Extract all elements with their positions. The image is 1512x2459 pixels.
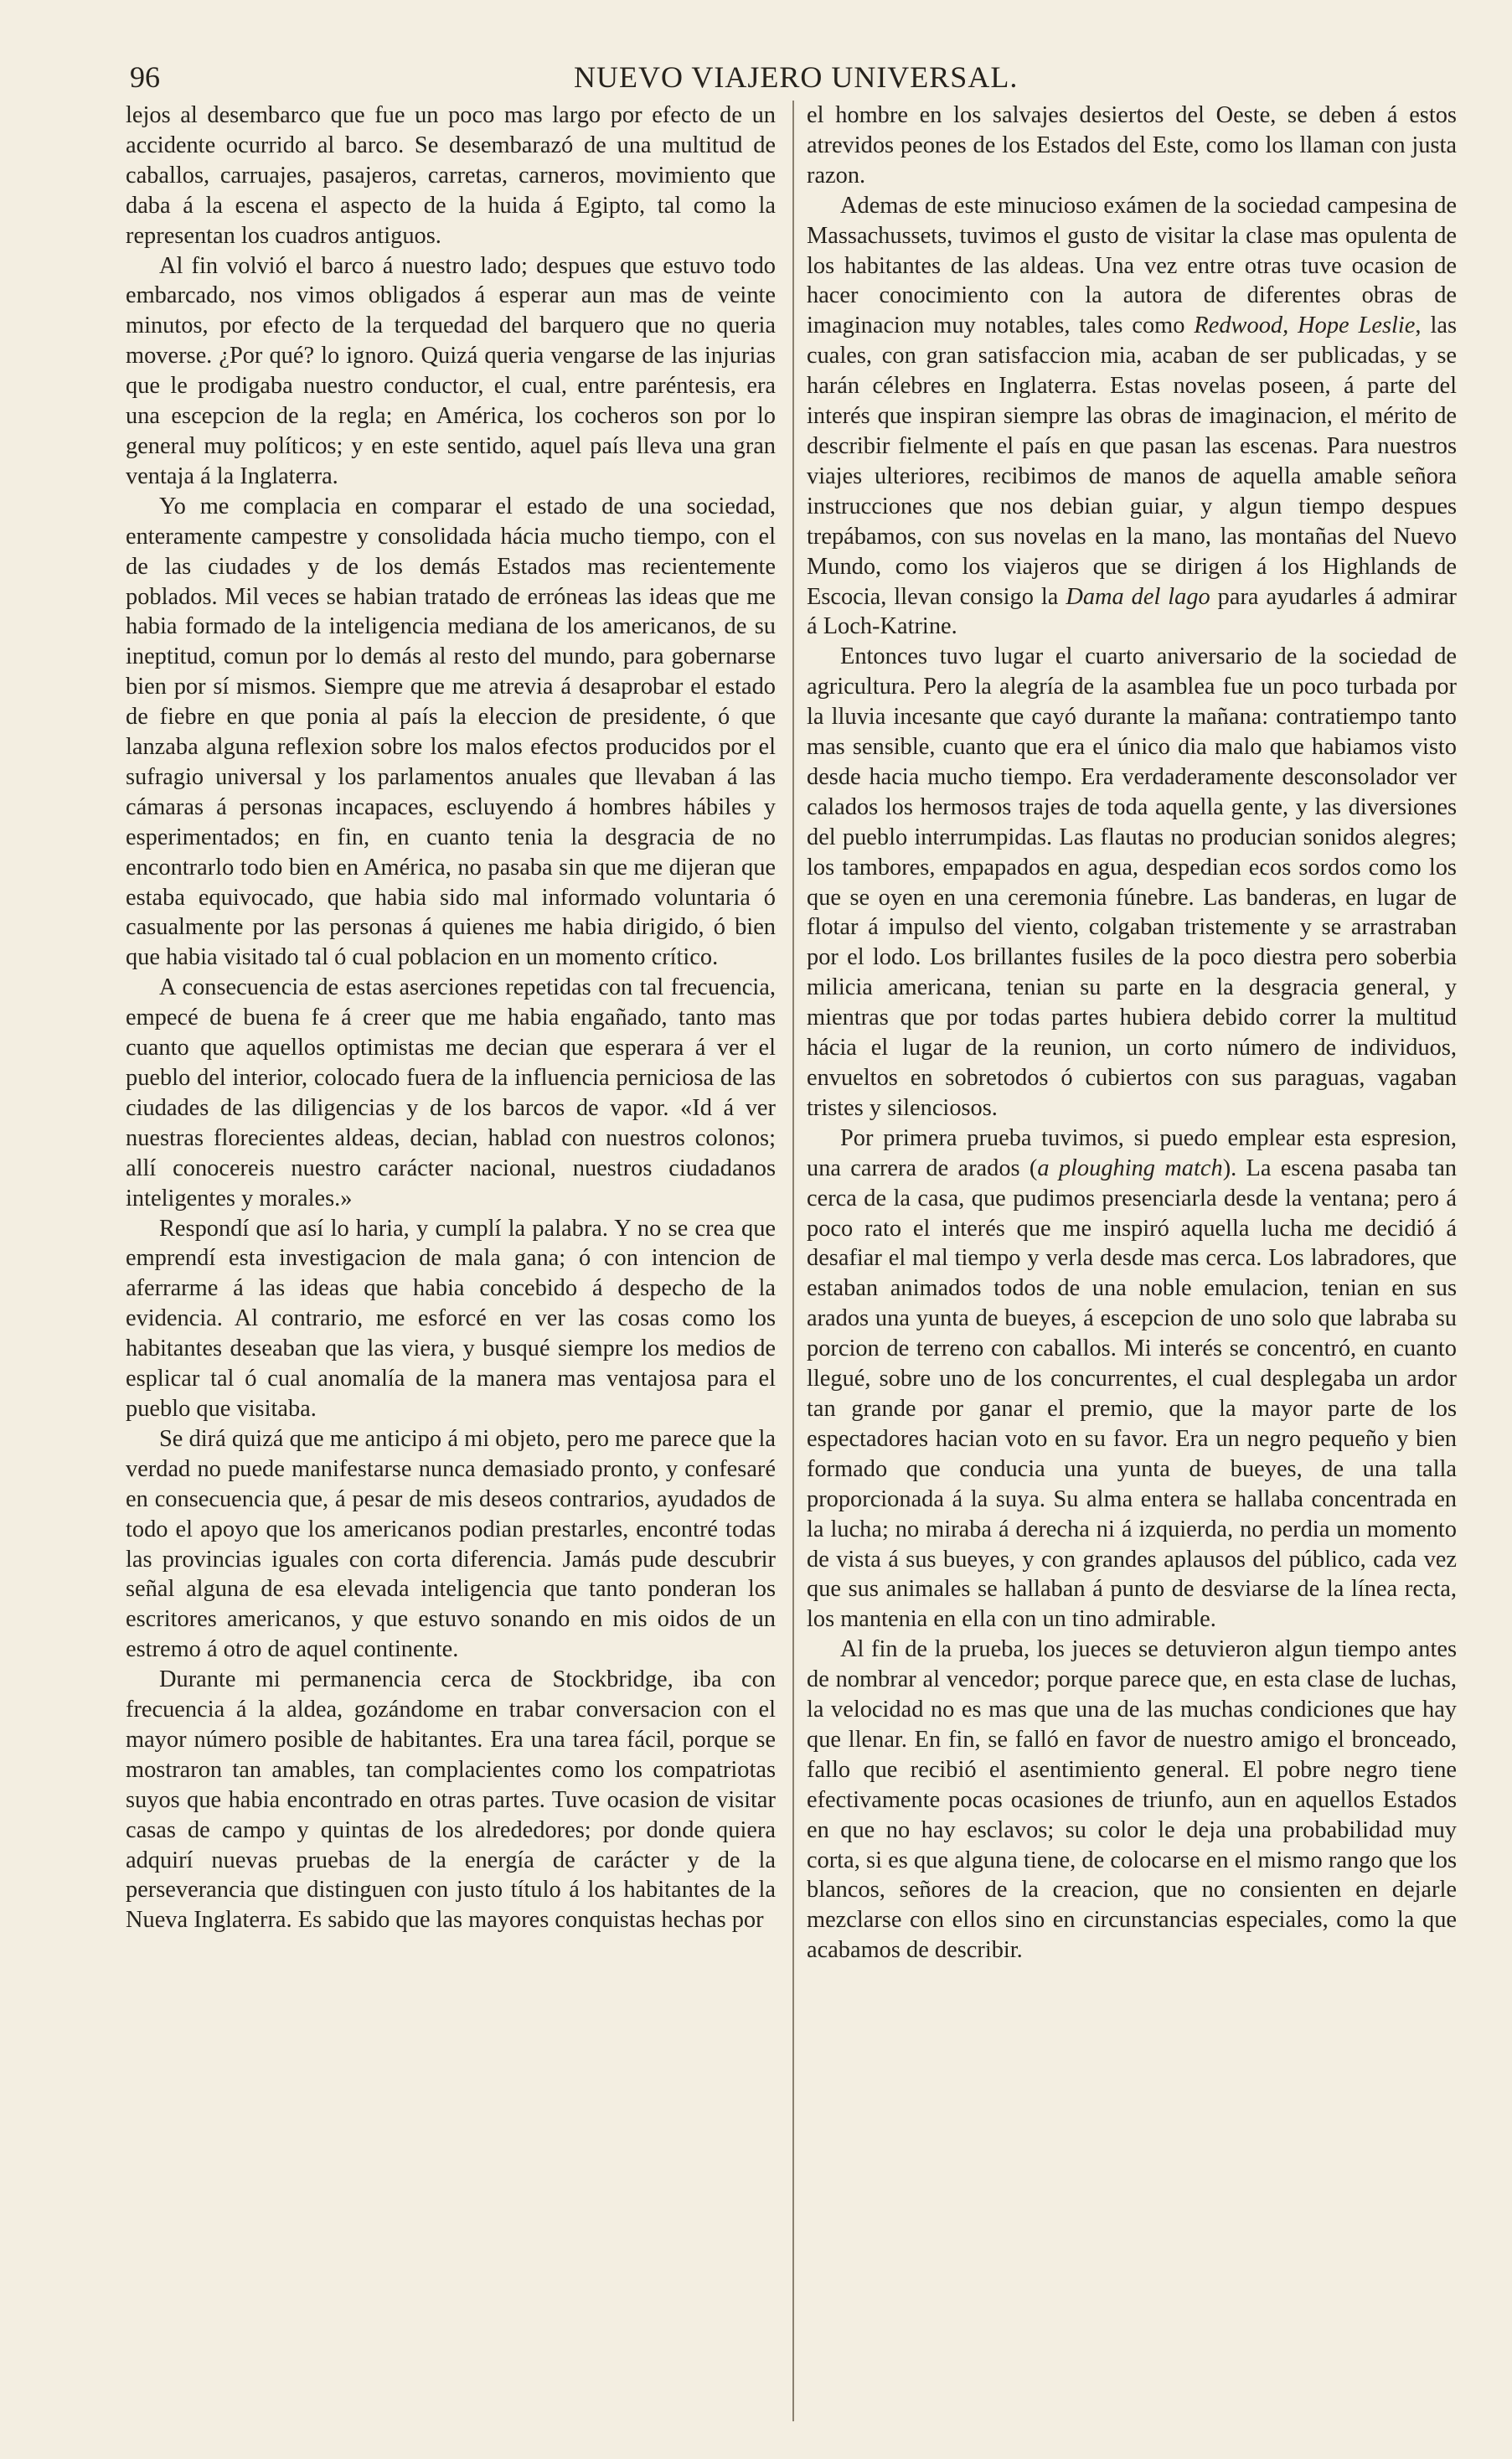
paragraph: Yo me complacia en comparar el estado de una sociedad, enteramente campestre y consolidada hácia mucho tiempo, con el de las ciudades y de los demás Estados mas recientemente poblados. Mil veces se habian tratado de erróneas las ideas que me habia formado de la inteligencia mediana de los americanos, de su ineptitud, comun por lo demás al resto del mundo, para gobernarse bien por sí mismos. Siempre que me atrevia á desaprobar el estado de fiebre en que ponia al país la eleccion de presidente, ó que lanzaba alguna reflexion sobre los malos efectos producidos por el sufragio universal y los parlamentos anuales que llevaban á las cámaras á personas incapaces, escluyendo á hombres hábiles y esperimentados; en fin, en cuanto tenia la desgracia de no encontrarlo todo bien en América, no pasaba sin que me dijeran que estaba equivocado, que habia sido mal informado voluntaria ó casualmente por las personas á quienes me habia dirigido, ó bien que habia visitado tal ó cual poblacion en un momento crítico. bbox=[126, 493, 776, 971]
paragraph: Respondí que así lo haria, y cumplí la palabra. Y no se crea que emprendí esta investigacion de mala gana; ó con intencion de aferrarme á las ideas que habia concebido á despecho de la evidencia. Al contrario, me esforcé en ver las cosas como los habitantes deseaban que las viera, y busqué siempre los medios de esplicar tal ó cual anomalía de la manera mas ventajosa para el pueblo que visitaba. bbox=[126, 1215, 776, 1422]
paragraph: Se dirá quizá que me anticipo á mi objeto, pero me parece que la verdad no puede manifestarse nunca demasiado pronto, y confesaré en consecuencia que, á pesar de mis deseos contrarios, ayudados de todo el apoyo que los americanos podian prestarles, encontré todas las provincias iguales con corta diferencia. Jamás pude descubrir señal alguna de esa elevada inteligencia que tanto ponderan los escritores americanos, y que estuvo sonando en mis oidos de un estremo á otro de aquel continente. bbox=[126, 1425, 776, 1663]
paragraph: Al fin de la prueba, los jueces se detuvieron algun tiempo antes de nombrar al vencedor; porque parece que, en esta clase de luchas, la velocidad no es mas que una de las muchas condiciones que hay que llenar. En fin, se falló en favor de nuestro amigo el bronceado, fallo que recibió el asentimiento general. El pobre negro tiene efectivamente pocas ocasiones de triunfo, aun en aquellos Estados en que no hay esclavos; su color le deja una probabilidad muy corta, si es que alguna tiene, de colocarse en el mismo rango que los blancos, señores de la creacion, que no consienten en dejarle mezclarse con ellos sino en circunstancias especiales, como la que acabamos de describir. bbox=[807, 1636, 1457, 1964]
paragraph: lejos al desembarco que fue un poco mas largo por efecto de un accidente ocurrido al barco. Se desembarazó de una multitud de caballos, carruajes, pasajeros, carretas, carneros, movimiento que daba á la escena el aspecto de la huida á Egipto, tal como la representan los cuadros antiguos. bbox=[126, 102, 776, 249]
paragraph-text: , las cuales, con gran satisfaccion mia, acaban de ser publicadas, y se harán célebres en Inglaterra. Estas novelas poseen, á parte del interés que inspiran siempre las obras de imaginacion, el mérito de describir fielmente el país en que pasan las escenas. Para nuestros viajes ulteriores, recibimos de manos de aquella amable señora instrucciones que nos debian guiar, y algun tiempo despues trepábamos, con sus novelas en la mano, las montañas del Nuevo Mundo, como los viajeros que se dirigen á los Highlands de Escocia, llevan consigo la bbox=[807, 313, 1458, 610]
paragraph-text: Ademas de este minucioso exámen de la sociedad campesina de Massachussets, tuvimos el gusto de visitar la clase mas opulenta de los habitantes de las aldeas. Una vez entre otras tuve ocasion de hacer conocimiento con la autora de diferentes obras de imaginacion muy notables, tales como bbox=[807, 192, 1457, 339]
paragraph bbox=[807, 191, 1457, 643]
running-title: NUEVO VIAJERO UNIVERSAL. bbox=[574, 60, 1019, 94]
paragraph-text: ). La escena pasaba tan cerca de la casa, que pudimos presenciarla desde la ventana; pero á poco rato el interés que me inspiró aquella lucha me decidió á desafiar el mal tiempo y verla desde mas cerca. Los labradores, que estaban animados todos de una noble emulacion, tenian en sus arados una yunta de bueyes, á escepcion de uno solo que labraba su porcion de terreno con caballos. Mi interés se concentró, en cuanto llegué, sobre uno de los concurrentes, el cual desplegaba un ardor tan grande por ganar el premio, que la mayor parte de los espectadores hacian voto en su favor. Era un negro pequeño y bien formado que conducia una yunta de bueyes, de una talla proporcionada á la suya. Su alma entera se hallaba concentrada en la lucha; no miraba á derecha ni á izquierda, no perdia un momento de vista á sus bueyes, y con grandes aplausos del público, cada vez que sus animales se hallaban á punto de desviarse de la línea recta, los mantenia en ella con un tino admirable. bbox=[807, 1155, 1457, 1633]
right-column bbox=[807, 101, 1457, 1966]
paragraph bbox=[807, 1124, 1457, 1635]
page-header bbox=[130, 60, 1386, 94]
book-title-italic: Dama del lago bbox=[1066, 583, 1210, 610]
english-phrase-italic: a ploughing match bbox=[1037, 1155, 1223, 1181]
paragraph: el hombre en los salvajes desiertos del Oeste, se deben á estos atrevidos peones de los Estados del Este, como los llaman con justa razon. bbox=[807, 102, 1457, 189]
page-number: 96 bbox=[130, 60, 160, 94]
book-title-italic: Redwood, Hope Leslie bbox=[1194, 313, 1416, 339]
paragraph-text: para ayudarles á admirar á Loch-Katrine. bbox=[807, 583, 1458, 640]
column-divider bbox=[792, 101, 794, 2421]
paragraph: Al fin volvió el barco á nuestro lado; despues que estuvo todo embarcado, nos vimos obligados á esperar aun mas de veinte minutos, por efecto de la terquedad del barquero que no queria moverse. ¿Por qué? lo ignoro. Quizá queria vengarse de las injurias que le prodigaba nuestro conductor, el cual, entre paréntesis, era una escepcion de la regla; en América, los cocheros son por lo general muy políticos; y en este sentido, aquel país lleva una gran ventaja á la Inglaterra. bbox=[126, 252, 776, 489]
left-column bbox=[126, 101, 776, 1935]
paragraph-text: Por primera prueba tuvimos, si puedo emplear esta espresion, una carrera de arados ( bbox=[807, 1124, 1457, 1181]
paragraph: A consecuencia de estas aserciones repetidas con tal frecuencia, empecé de buena fe á creer que me habia engañado, tanto mas cuanto que aquellos optimistas me decian que esperara á ver el pueblo del interior, colocado fuera de la influencia perniciosa de las ciudades de las diligencias y de los barcos de vapor. «Id á ver nuestras florecientes aldeas, decian, hablad con nuestros colonos; allí conocereis nuestro carácter nacional, nuestros ciudadanos inteligentes y morales.» bbox=[126, 974, 776, 1211]
paragraph: Entonces tuvo lugar el cuarto aniversario de la sociedad de agricultura. Pero la alegría de la asamblea fue un poco turbada por la lluvia incesante que cayó durante la mañana: contratiempo tanto mas sensible, cuanto que era el único dia malo que habiamos visto desde hacia mucho tiempo. Era verdaderamente desconsolador ver calados los hermosos trajes de toda aquella gente, y las diversiones del pueblo interrumpidas. Las flautas no producian sonidos alegres; los tambores, empapados en agua, despedian ecos sordos como los que se oyen en una ceremonia fúnebre. Las banderas, en lugar de flotar á impulso del viento, colgaban tristemente y se arrastraban por el lodo. Los brillantes fusiles de la poco diestra pero soberbia milicia americana, tenian su parte en la desgracia general, y mientras que por todas partes hubiera debido correr la multitud hácia el lugar de la reunion, un corto número de individuos, envueltos en sobretodos ó cubiertos con sus paraguas, vagaban tristes y silenciosos. bbox=[807, 643, 1457, 1121]
paragraph: Durante mi permanencia cerca de Stockbridge, iba con frecuencia á la aldea, gozándome en trabar conversacion con el mayor número posible de habitantes. Era una tarea fácil, porque se mostraron tan amables, tan complacientes como los compatriotas suyos que habia encontrado en otras partes. Tuve ocasion de visitar casas de campo y quintas de los alrededores; por donde quiera adquirí nuevas pruebas de la energía de carácter y de la perseverancia que distinguen con justo título á los habitantes de la Nueva Inglaterra. Es sabido que las mayores conquistas hechas por bbox=[126, 1666, 776, 1934]
